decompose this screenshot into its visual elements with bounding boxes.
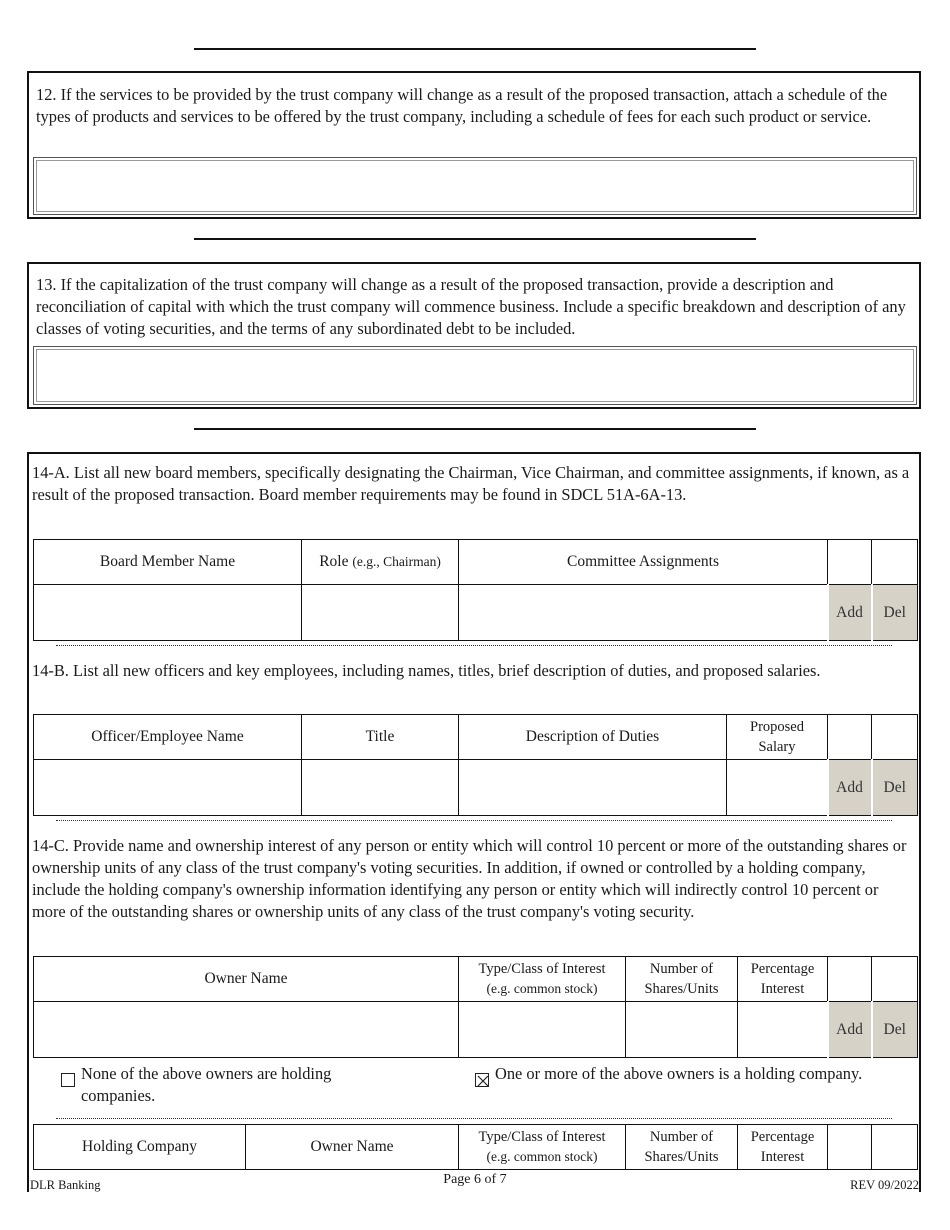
owner-percentage-input[interactable] — [738, 1002, 828, 1058]
owner-name-input[interactable] — [34, 1002, 459, 1058]
column-header-committee-assignments: Committee Assignments — [459, 540, 828, 585]
header-blank-cell — [872, 540, 918, 585]
role-label: Role — [319, 553, 349, 570]
dotted-divider — [56, 1118, 892, 1119]
pct-header-line2: Interest — [760, 981, 805, 997]
question-14c-text: 14-C. Provide name and ownership interest of any person or entity which will control 10 percent or more of the outstanding shares or ownership units of any class of the trust company's voting securities. In addition, if owned or controlled by a holding company, include the holding company's ownership information identifying any person or entity which will indirectly control 10 percent or more of the outstanding shares or ownership units of any class of the trust company's voting security. — [32, 836, 907, 921]
header-blank-cell — [828, 715, 872, 760]
column-header-title: Title — [302, 715, 459, 760]
owner-type-input[interactable] — [459, 1002, 626, 1058]
question-14b-text: 14-B. List all new officers and key employees, including names, titles, brief description of duties, and proposed salaries. — [32, 661, 821, 680]
officer-title-input[interactable] — [302, 760, 459, 816]
header-blank-cell — [828, 1125, 872, 1170]
officers-table — [33, 714, 918, 816]
separator-line — [194, 48, 756, 50]
column-header-percentage-interest — [738, 957, 828, 1002]
column-header-proposed-salary — [727, 715, 828, 760]
officer-salary-input[interactable] — [727, 760, 828, 816]
board-member-name-input[interactable] — [34, 585, 302, 641]
salary-header-line2: Salary — [758, 739, 796, 755]
section-14 — [27, 452, 921, 1192]
header-blank-cell — [828, 957, 872, 1002]
type-header-line1: Type/Class of Interest — [478, 1129, 606, 1145]
board-members-table — [33, 539, 918, 641]
column-header-owner-name: Owner Name — [246, 1125, 459, 1170]
question-12-answer-field[interactable] — [33, 157, 917, 215]
checkbox-checked[interactable] — [475, 1073, 489, 1087]
holding-company-table — [33, 1124, 918, 1170]
salary-header-line1: Proposed — [750, 719, 804, 735]
column-header-type-class — [459, 957, 626, 1002]
officer-duties-input[interactable] — [459, 760, 727, 816]
header-blank-cell — [872, 715, 918, 760]
header-blank-cell — [872, 1125, 918, 1170]
add-row-button[interactable]: Add — [828, 1002, 872, 1058]
checkmark-x-icon — [476, 1074, 490, 1088]
column-header-number-of-shares — [626, 957, 738, 1002]
owner-shares-input[interactable] — [626, 1002, 738, 1058]
question-14a-text: 14-A. List all new board members, specifically designating the Chairman, Vice Chairman, and committee assignments, if known, as a result of the proposed transaction. Board member requirements may be found in SDCL 51A-6A-13. — [32, 463, 910, 504]
column-header-owner-name: Owner Name — [34, 957, 459, 1002]
board-member-role-input[interactable] — [302, 585, 459, 641]
column-header-type-class — [459, 1125, 626, 1170]
header-blank-cell — [872, 957, 918, 1002]
pct-header-line1: Percentage — [750, 1129, 815, 1145]
column-header-officer-name: Officer/Employee Name — [34, 715, 302, 760]
shares-header-line2: Shares/Units — [644, 1149, 719, 1165]
shares-header-line1: Number of — [649, 1129, 714, 1145]
section-12 — [27, 71, 921, 219]
column-header-number-of-shares — [626, 1125, 738, 1170]
question-13-text: 13. If the capitalization of the trust company will change as a result of the proposed transaction, provide a description and reconciliation of capital with which the trust company will commence business. Include a specific breakdown and description of any classes of voting securities, and the terms of any subordinated debt to be included. — [36, 275, 906, 338]
delete-row-button[interactable]: Del — [872, 1002, 918, 1058]
footer-revision: REV 09/2022 — [850, 1178, 919, 1192]
separator-line — [194, 428, 756, 430]
checkbox-none-holding-companies[interactable] — [61, 1063, 391, 1107]
checkbox-unchecked[interactable] — [61, 1073, 75, 1087]
type-header-line1: Type/Class of Interest — [478, 961, 606, 977]
pct-header-line2: Interest — [760, 1149, 805, 1165]
column-header-percentage-interest — [738, 1125, 828, 1170]
question-13-answer-field[interactable] — [33, 346, 917, 405]
checkbox-some-holding-companies[interactable] — [475, 1063, 875, 1087]
dotted-divider — [56, 645, 892, 646]
column-header-board-member-name: Board Member Name — [34, 540, 302, 585]
question-12-text: 12. If the services to be provided by the trust company will change as a result of the proposed transaction, attach a schedule of the types of products and services to be offered by the trust company, including a schedule of fees for each such product or service. — [36, 85, 888, 126]
shares-header-line2: Shares/Units — [644, 981, 719, 997]
shares-header-line1: Number of — [649, 961, 714, 977]
pct-header-line1: Percentage — [750, 961, 815, 977]
column-header-duties: Description of Duties — [459, 715, 727, 760]
add-row-button[interactable]: Add — [828, 585, 872, 641]
section-13 — [27, 262, 921, 409]
role-example: (e.g., Chairman) — [352, 554, 441, 569]
separator-line — [194, 238, 756, 240]
committee-assignments-input[interactable] — [459, 585, 828, 641]
delete-row-button[interactable]: Del — [872, 760, 918, 816]
add-row-button[interactable]: Add — [828, 760, 872, 816]
dotted-divider — [56, 820, 892, 821]
checkbox-some-label: One or more of the above owners is a holding company. — [495, 1064, 863, 1083]
type-header-line2: (e.g. common stock) — [486, 1149, 598, 1164]
column-header-holding-company: Holding Company — [34, 1125, 246, 1170]
checkbox-none-label: None of the above owners are holding companies. — [81, 1064, 332, 1105]
delete-row-button[interactable]: Del — [872, 585, 918, 641]
header-blank-cell — [828, 540, 872, 585]
column-header-role — [302, 540, 459, 585]
footer-page-number: Page 6 of 7 — [443, 1172, 507, 1187]
owners-table — [33, 956, 918, 1058]
type-header-line2: (e.g. common stock) — [486, 981, 598, 996]
officer-name-input[interactable] — [34, 760, 302, 816]
footer-left: DLR Banking — [30, 1178, 101, 1192]
